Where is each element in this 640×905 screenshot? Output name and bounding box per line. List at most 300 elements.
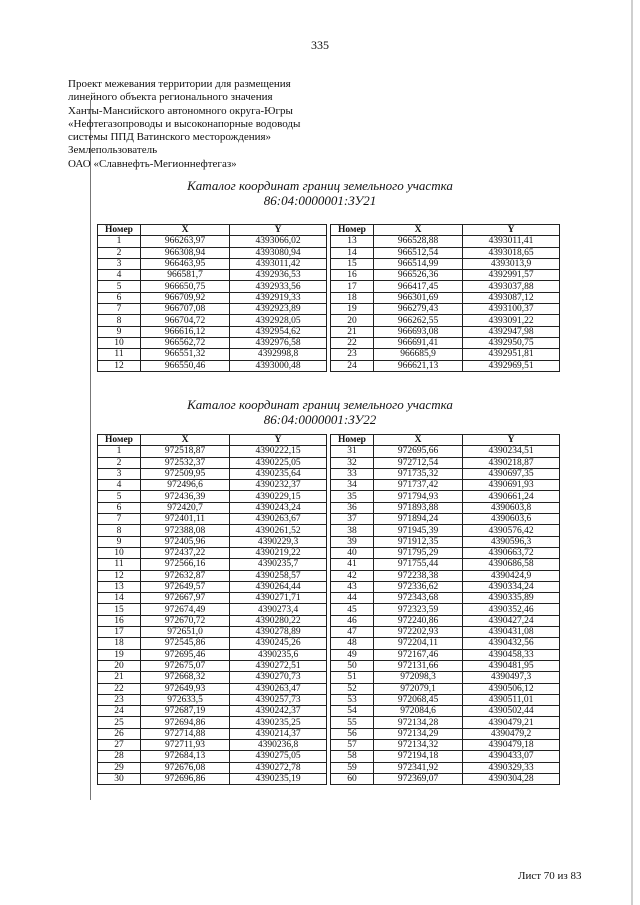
coordinate-y: 4390245,26: [230, 638, 327, 649]
coordinate-y: 4390458,33: [463, 649, 560, 660]
coordinate-x: 966707,08: [141, 304, 230, 315]
coordinate-y: 4390497,3: [463, 672, 560, 683]
table-row: [331, 570, 560, 581]
coordinate-y: 4393087,12: [463, 292, 560, 303]
point-number: 26: [98, 728, 141, 739]
coordinate-x: 966616,12: [141, 326, 230, 337]
coordinate-x: 966512,54: [374, 247, 463, 258]
coordinate-y: 4390214,37: [230, 728, 327, 739]
table-row: [98, 337, 327, 348]
coordinate-x: 972667,97: [141, 593, 230, 604]
point-number: 50: [331, 660, 374, 671]
table-row: [331, 536, 560, 547]
column-header: Номер: [98, 435, 141, 446]
table-row: [331, 615, 560, 626]
coordinate-x: 972436,39: [141, 491, 230, 502]
catalog-title-text: Каталог координат границ земельного участка: [187, 178, 453, 193]
table-row: [98, 547, 327, 558]
point-number: 4: [98, 270, 141, 281]
table-row: [98, 604, 327, 615]
point-number: 15: [331, 258, 374, 269]
coordinate-y: 4390222,15: [230, 446, 327, 457]
table-row: [98, 292, 327, 303]
coordinates-table-zu21-left: [97, 224, 327, 372]
table-row: [98, 457, 327, 468]
coordinate-x: 966562,72: [141, 337, 230, 348]
table-row: [331, 360, 560, 371]
table-row: [331, 638, 560, 649]
coordinate-x: 966709,92: [141, 292, 230, 303]
table-row: [98, 615, 327, 626]
coordinate-y: 4390697,35: [463, 468, 560, 479]
point-number: 8: [98, 315, 141, 326]
coordinate-x: 966308,94: [141, 247, 230, 258]
coordinate-y: 4392976,58: [230, 337, 327, 348]
point-number: 18: [98, 638, 141, 649]
point-number: 3: [98, 468, 141, 479]
coordinate-x: 966650,75: [141, 281, 230, 292]
table-row: [331, 446, 560, 457]
table-row: [98, 236, 327, 247]
coordinate-x: 972238,38: [374, 570, 463, 581]
coordinate-x: 972694,86: [141, 717, 230, 728]
coordinate-x: 972098,3: [374, 672, 463, 683]
catalog-title-zu21: [0, 178, 640, 208]
point-number: 5: [98, 281, 141, 292]
coordinate-y: 4393066,02: [230, 236, 327, 247]
coordinate-x: 966279,43: [374, 304, 463, 315]
point-number: 59: [331, 762, 374, 773]
coordinate-y: 4393018,65: [463, 247, 560, 258]
sheet-footer: Лист 70 из 83: [518, 870, 582, 882]
table-row: [98, 315, 327, 326]
point-number: 37: [331, 514, 374, 525]
coordinate-x: 972336,62: [374, 581, 463, 592]
column-header: X: [141, 435, 230, 446]
coordinate-y: 4393091,22: [463, 315, 560, 326]
column-header: Номер: [98, 225, 141, 236]
coordinate-y: 4390329,33: [463, 762, 560, 773]
point-number: 15: [98, 604, 141, 615]
table-row: [98, 247, 327, 258]
point-number: 55: [331, 717, 374, 728]
coordinate-x: 972437,22: [141, 547, 230, 558]
coordinate-x: 966417,45: [374, 281, 463, 292]
coordinate-x: 966550,46: [141, 360, 230, 371]
table-row: [98, 349, 327, 360]
coordinate-y: 4393000,48: [230, 360, 327, 371]
header-line: ОАО «Славнефть-Мегионнефтегаз»: [68, 157, 237, 170]
coordinate-y: 4390432,56: [463, 638, 560, 649]
coordinate-x: 966551,32: [141, 349, 230, 360]
point-number: 24: [98, 706, 141, 717]
coordinate-x: 972204,11: [374, 638, 463, 649]
point-number: 51: [331, 672, 374, 683]
table-row: [98, 773, 327, 784]
coordinate-x: 972240,86: [374, 615, 463, 626]
table-row: [98, 270, 327, 281]
coordinate-y: 4390424,9: [463, 570, 560, 581]
coordinate-x: 972674,49: [141, 604, 230, 615]
coordinate-x: 966621,13: [374, 360, 463, 371]
point-number: 21: [98, 672, 141, 683]
coordinate-x: 972670,72: [141, 615, 230, 626]
coordinate-y: 4390219,22: [230, 547, 327, 558]
catalog-title-text: Каталог координат границ земельного участка: [187, 397, 453, 412]
point-number: 19: [98, 649, 141, 660]
table-header-row: [98, 435, 327, 446]
table-row: [331, 258, 560, 269]
header-line: Землепользователь: [68, 144, 158, 157]
coordinate-y: 4390264,44: [230, 581, 327, 592]
table-row: [331, 304, 560, 315]
point-number: 44: [331, 593, 374, 604]
coordinate-x: 972134,29: [374, 728, 463, 739]
column-header: Номер: [331, 435, 374, 446]
table-row: [331, 660, 560, 671]
coordinate-x: 971755,44: [374, 559, 463, 570]
table-row: [98, 672, 327, 683]
point-number: 60: [331, 773, 374, 784]
coordinate-y: 4393037,88: [463, 281, 560, 292]
point-number: 22: [98, 683, 141, 694]
coordinate-y: 4390691,93: [463, 480, 560, 491]
coordinate-y: 4390511,01: [463, 694, 560, 705]
coordinate-x: 972388,08: [141, 525, 230, 536]
table-row: [331, 502, 560, 513]
table-row: [331, 491, 560, 502]
coordinate-y: 4390235,19: [230, 773, 327, 784]
coordinate-x: 972131,66: [374, 660, 463, 671]
coordinate-y: 4392951,81: [463, 349, 560, 360]
point-number: 25: [98, 717, 141, 728]
coordinate-x: 972369,07: [374, 773, 463, 784]
coordinate-y: 4393011,42: [230, 258, 327, 269]
column-header: X: [374, 225, 463, 236]
coordinate-x: 972696,86: [141, 773, 230, 784]
coordinate-y: 4393011,41: [463, 236, 560, 247]
table-row: [98, 638, 327, 649]
coordinate-y: 4390243,24: [230, 502, 327, 513]
table-row: [331, 593, 560, 604]
coordinate-y: 4393100,37: [463, 304, 560, 315]
table-row: [331, 683, 560, 694]
coordinate-y: 4390481,95: [463, 660, 560, 671]
table-row: [331, 349, 560, 360]
table-row: [331, 627, 560, 638]
coordinate-y: 4390686,58: [463, 559, 560, 570]
point-number: 38: [331, 525, 374, 536]
point-number: 2: [98, 247, 141, 258]
header-line: Ханты-Мансийского автономного округа-Югры: [68, 104, 293, 117]
point-number: 24: [331, 360, 374, 371]
coordinate-y: 4390576,42: [463, 525, 560, 536]
coordinate-y: 4390335,89: [463, 593, 560, 604]
coordinate-y: 4390234,51: [463, 446, 560, 457]
coordinate-x: 971945,39: [374, 525, 463, 536]
document-header: [68, 78, 300, 171]
point-number: 21: [331, 326, 374, 337]
coordinate-y: 4390663,72: [463, 547, 560, 558]
coordinate-x: 972675,07: [141, 660, 230, 671]
table-row: [331, 457, 560, 468]
coordinate-x: 972714,88: [141, 728, 230, 739]
coordinate-y: 4392936,53: [230, 270, 327, 281]
coordinate-x: 972323,59: [374, 604, 463, 615]
coordinate-y: 4392991,57: [463, 270, 560, 281]
coordinate-y: 4390661,24: [463, 491, 560, 502]
coordinate-x: 972079,1: [374, 683, 463, 694]
table-row: [98, 304, 327, 315]
table-row: [331, 717, 560, 728]
coordinate-x: 972084,6: [374, 706, 463, 717]
table-row: [331, 773, 560, 784]
coordinate-x: 972695,46: [141, 649, 230, 660]
coordinate-y: 4390261,52: [230, 525, 327, 536]
column-header: Номер: [331, 225, 374, 236]
coordinate-x: 972167,46: [374, 649, 463, 660]
table-header-row: [331, 225, 560, 236]
coordinate-x: 966514,99: [374, 258, 463, 269]
coordinate-y: 4390272,78: [230, 762, 327, 773]
table-row: [98, 281, 327, 292]
table-row: [331, 581, 560, 592]
coordinate-x: 966581,7: [141, 270, 230, 281]
coordinate-x: 966262,55: [374, 315, 463, 326]
point-number: 4: [98, 480, 141, 491]
point-number: 42: [331, 570, 374, 581]
table-row: [331, 480, 560, 491]
table-row: [98, 751, 327, 762]
point-number: 20: [98, 660, 141, 671]
coordinate-y: 4390263,47: [230, 683, 327, 694]
coordinate-x: 971794,93: [374, 491, 463, 502]
coordinate-y: 4393080,94: [230, 247, 327, 258]
coordinate-y: 4390352,46: [463, 604, 560, 615]
coordinate-y: 4390270,73: [230, 672, 327, 683]
table-row: [98, 480, 327, 491]
table-row: [98, 717, 327, 728]
point-number: 32: [331, 457, 374, 468]
point-number: 17: [98, 627, 141, 638]
coordinate-x: 972532,37: [141, 457, 230, 468]
point-number: 48: [331, 638, 374, 649]
coordinate-y: 4390235,25: [230, 717, 327, 728]
coordinate-y: 4392919,33: [230, 292, 327, 303]
coordinate-y: 4390280,22: [230, 615, 327, 626]
coordinate-x: 972676,08: [141, 762, 230, 773]
point-number: 20: [331, 315, 374, 326]
table-row: [331, 525, 560, 536]
point-number: 52: [331, 683, 374, 694]
column-header: Y: [230, 225, 327, 236]
point-number: 56: [331, 728, 374, 739]
header-line: Проект межевания территории для размещения: [68, 78, 291, 90]
coordinate-x: 972518,87: [141, 446, 230, 457]
table-row: [331, 270, 560, 281]
coordinate-y: 4390263,67: [230, 514, 327, 525]
coordinate-y: 4390479,2: [463, 728, 560, 739]
point-number: 12: [98, 360, 141, 371]
coordinate-y: 4390275,05: [230, 751, 327, 762]
coordinate-x: 972343,68: [374, 593, 463, 604]
coordinate-y: 4390242,37: [230, 706, 327, 717]
table-row: [98, 491, 327, 502]
table-row: [331, 326, 560, 337]
point-number: 7: [98, 304, 141, 315]
coordinate-x: 972684,13: [141, 751, 230, 762]
coordinate-x: 972566,16: [141, 559, 230, 570]
column-header: Y: [230, 435, 327, 446]
column-header: Y: [463, 435, 560, 446]
coordinate-y: 4390278,89: [230, 627, 327, 638]
coordinate-y: 4392954,62: [230, 326, 327, 337]
coordinate-x: 972695,66: [374, 446, 463, 457]
point-number: 17: [331, 281, 374, 292]
header-line: линейного объекта регионального значения: [68, 91, 273, 104]
point-number: 1: [98, 236, 141, 247]
table-row: [98, 326, 327, 337]
point-number: 22: [331, 337, 374, 348]
point-number: 10: [98, 337, 141, 348]
point-number: 14: [98, 593, 141, 604]
point-number: 19: [331, 304, 374, 315]
coordinate-y: 4392923,89: [230, 304, 327, 315]
point-number: 36: [331, 502, 374, 513]
coordinate-x: 972134,32: [374, 740, 463, 751]
coordinate-x: 972632,87: [141, 570, 230, 581]
coordinate-y: 4390271,71: [230, 593, 327, 604]
table-row: [98, 649, 327, 660]
table-header-row: [331, 435, 560, 446]
coordinate-x: 972068,45: [374, 694, 463, 705]
coordinate-x: 972651,0: [141, 627, 230, 638]
coordinate-y: 4390431,08: [463, 627, 560, 638]
coordinate-x: 966704,72: [141, 315, 230, 326]
table-row: [98, 694, 327, 705]
point-number: 34: [331, 480, 374, 491]
coordinate-x: 972134,28: [374, 717, 463, 728]
point-number: 35: [331, 491, 374, 502]
point-number: 6: [98, 292, 141, 303]
coordinate-y: 4390232,37: [230, 480, 327, 491]
point-number: 2: [98, 457, 141, 468]
coordinate-x: 972687,19: [141, 706, 230, 717]
table-row: [331, 604, 560, 615]
coordinate-y: 4390304,28: [463, 773, 560, 784]
coordinate-x: 972545,86: [141, 638, 230, 649]
coordinate-y: 4390236,8: [230, 740, 327, 751]
table-row: [98, 740, 327, 751]
coordinate-y: 4390235,6: [230, 649, 327, 660]
point-number: 11: [98, 349, 141, 360]
table-row: [98, 525, 327, 536]
coordinate-y: 4392950,75: [463, 337, 560, 348]
coordinate-y: 4390479,18: [463, 740, 560, 751]
coordinate-y: 4390334,24: [463, 581, 560, 592]
scan-right-edge: [631, 0, 633, 905]
point-number: 9: [98, 326, 141, 337]
coordinate-x: 972401,11: [141, 514, 230, 525]
coordinate-x: 972633,5: [141, 694, 230, 705]
header-line: системы ППД Ватинского месторождения»: [68, 131, 272, 144]
coordinate-x: 972712,54: [374, 457, 463, 468]
coordinate-y: 4390229,15: [230, 491, 327, 502]
catalog-cadastral-number: 86:04:0000001:ЗУ22: [263, 412, 377, 427]
point-number: 31: [331, 446, 374, 457]
point-number: 27: [98, 740, 141, 751]
table-row: [98, 683, 327, 694]
table-row: [98, 502, 327, 513]
point-number: 13: [98, 581, 141, 592]
point-number: 9: [98, 536, 141, 547]
table-row: [98, 581, 327, 592]
point-number: 53: [331, 694, 374, 705]
coordinate-x: 972405,96: [141, 536, 230, 547]
catalog-cadastral-number: 86:04:0000001:ЗУ21: [263, 193, 377, 208]
point-number: 12: [98, 570, 141, 581]
coordinate-y: 4390596,3: [463, 536, 560, 547]
coordinate-x: 971912,35: [374, 536, 463, 547]
coordinate-y: 4390257,73: [230, 694, 327, 705]
header-line: «Нефтегазопроводы и высоконапорные водоводы: [68, 117, 301, 130]
coordinate-y: 4390502,44: [463, 706, 560, 717]
coordinate-y: 4390225,05: [230, 457, 327, 468]
coordinate-x: 972649,93: [141, 683, 230, 694]
coordinate-x: 966685,9: [374, 349, 463, 360]
table-row: [98, 627, 327, 638]
point-number: 58: [331, 751, 374, 762]
coordinate-x: 971893,88: [374, 502, 463, 513]
coordinate-y: 4392933,56: [230, 281, 327, 292]
coordinate-x: 971735,32: [374, 468, 463, 479]
table-row: [331, 559, 560, 570]
coordinate-y: 4390235,7: [230, 559, 327, 570]
table-row: [331, 762, 560, 773]
table-row: [331, 694, 560, 705]
point-number: 43: [331, 581, 374, 592]
coordinate-x: 971737,42: [374, 480, 463, 491]
coordinate-y: 4392928,05: [230, 315, 327, 326]
table-row: [331, 247, 560, 258]
point-number: 23: [98, 694, 141, 705]
column-header: X: [374, 435, 463, 446]
table-row: [98, 258, 327, 269]
coordinate-x: 966263,97: [141, 236, 230, 247]
coordinate-x: 972711,93: [141, 740, 230, 751]
coordinate-y: 4390479,21: [463, 717, 560, 728]
table-row: [98, 468, 327, 479]
coordinate-y: 4390506,12: [463, 683, 560, 694]
point-number: 11: [98, 559, 141, 570]
point-number: 1: [98, 446, 141, 457]
coordinate-y: 4392998,8: [230, 349, 327, 360]
coordinates-table-zu21-right: [330, 224, 560, 372]
coordinate-y: 4390603,6: [463, 514, 560, 525]
coordinates-table-zu22-left: [97, 434, 327, 785]
coordinate-y: 4392947,98: [463, 326, 560, 337]
point-number: 14: [331, 247, 374, 258]
table-row: [98, 559, 327, 570]
table-row: [98, 762, 327, 773]
coordinate-y: 4390603,8: [463, 502, 560, 513]
table-row: [98, 536, 327, 547]
catalog-title-zu22: [0, 397, 640, 427]
coordinate-x: 966526,36: [374, 270, 463, 281]
table-row: [331, 337, 560, 348]
table-row: [331, 236, 560, 247]
coordinate-x: 972649,57: [141, 581, 230, 592]
